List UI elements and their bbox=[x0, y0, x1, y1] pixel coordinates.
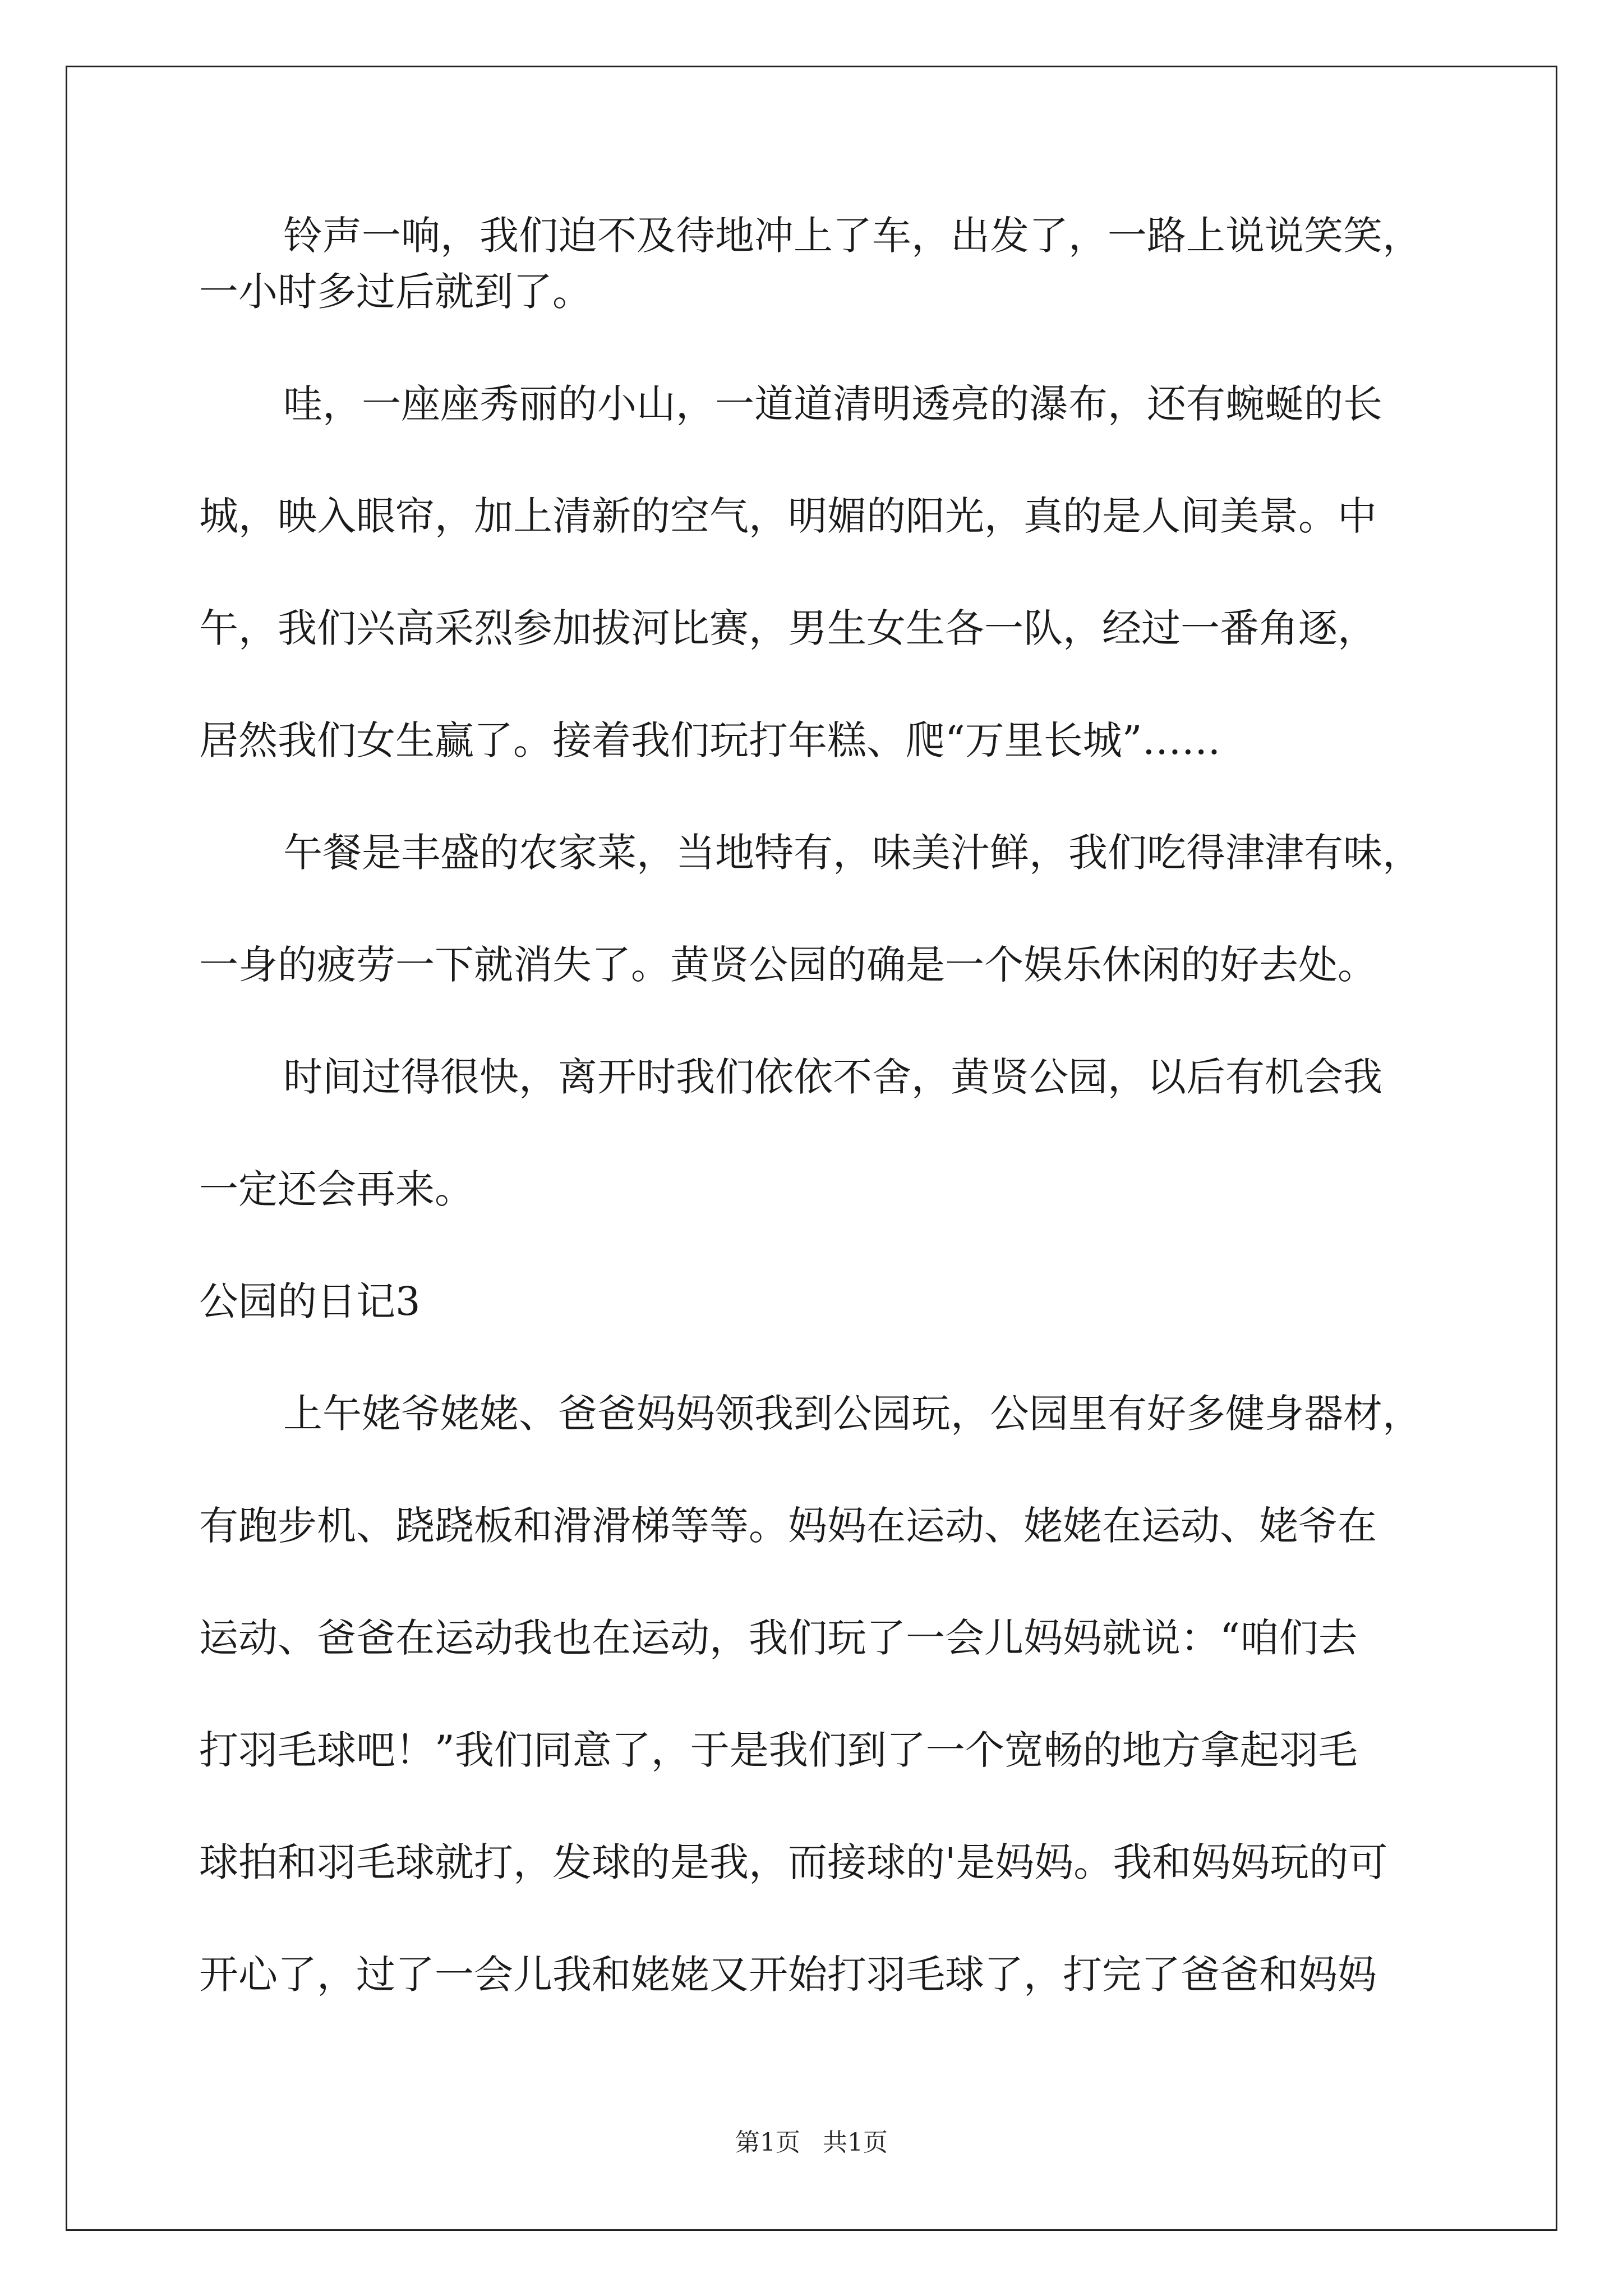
page-total: 共1页 bbox=[823, 2128, 888, 2157]
page-number: 第1页 bbox=[735, 2128, 800, 2157]
text-line: 哇，一座座秀丽的小山，一道道清明透亮的瀑布，还有蜿蜒的长 bbox=[283, 381, 1382, 427]
text-line: 开心了，过了一会儿我和姥姥又开始打羽毛球了，打完了爸爸和妈妈 bbox=[199, 1952, 1377, 1998]
text-line: 午，我们兴高采烈参加拔河比赛，男生女生各一队，经过一番角逐， bbox=[199, 605, 1377, 651]
paragraph bbox=[199, 1386, 1455, 2003]
text-line: 一小时多过后就到了。 bbox=[199, 269, 592, 315]
page-footer bbox=[0, 2126, 1623, 2160]
text-line: 城，映入眼帘，加上清新的空气，明媚的阳光，真的是人间美景。中 bbox=[199, 493, 1377, 539]
document-body bbox=[199, 208, 1455, 2003]
text-line: 铃声一响，我们迫不及待地冲上了车，出发了，一路上说说笑笑， bbox=[283, 213, 1422, 259]
paragraph bbox=[199, 208, 1455, 320]
section-heading: 公园的日记3 bbox=[199, 1278, 421, 1324]
paragraph bbox=[199, 376, 1455, 769]
paragraph bbox=[199, 1049, 1455, 1217]
paragraph bbox=[199, 825, 1455, 993]
text-line: 有跑步机、跷跷板和滑滑梯等等。妈妈在运动、姥姥在运动、姥爷在 bbox=[199, 1503, 1377, 1549]
text-line: 上午姥爷姥姥、爸爸妈妈领我到公园玩，公园里有好多健身器材， bbox=[283, 1391, 1422, 1437]
text-line: 一身的疲劳一下就消失了。黄贤公园的确是一个娱乐休闲的好去处。 bbox=[199, 942, 1377, 988]
text-line: 球拍和羽毛球就打，发球的是我，而接球的'是妈妈。我和妈妈玩的可 bbox=[199, 1839, 1388, 1885]
text-line: 打羽毛球吧！”我们同意了，于是我们到了一个宽畅的地方拿起羽毛 bbox=[199, 1727, 1358, 1773]
text-line: 午餐是丰盛的农家菜，当地特有，味美汁鲜，我们吃得津津有味， bbox=[283, 830, 1422, 876]
text-line: 运动、爸爸在运动我也在运动，我们玩了一会儿妈妈就说：“咱们去 bbox=[199, 1615, 1358, 1661]
text-line: 一定还会再来。 bbox=[199, 1166, 474, 1212]
text-line: 时间过得很快，离开时我们依依不舍，黄贤公园，以后有机会我 bbox=[283, 1054, 1382, 1100]
text-line: 居然我们女生赢了。接着我们玩打年糕、爬“万里长城”…… bbox=[199, 717, 1221, 763]
